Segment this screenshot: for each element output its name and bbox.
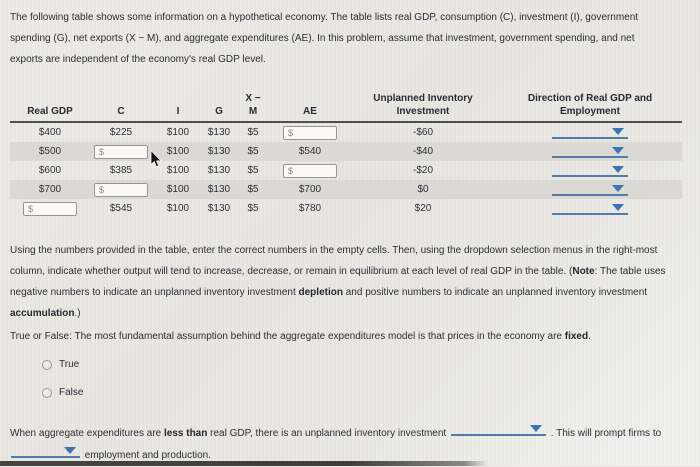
inventory-cell: $20: [414, 203, 432, 214]
mouse-cursor-icon: [150, 150, 162, 168]
direction-cell: [498, 183, 682, 196]
ae-cell: [272, 126, 348, 140]
consumption-cell: $545: [109, 203, 133, 214]
header-real-gdp: Real GDP: [27, 106, 73, 117]
ae-cell: $700: [298, 184, 322, 195]
dropdown-arrow-icon: [530, 425, 542, 432]
consumption-cell: $225: [109, 127, 133, 138]
header-investment: I: [176, 106, 180, 117]
table-row: [10, 123, 682, 142]
real-gdp-cell: $400: [38, 127, 62, 138]
net-exports-cell: $5: [247, 184, 259, 195]
true-option-label: True: [59, 359, 80, 370]
instructions-text: Using the numbers provided in the table, enter the correct numbers in the empty cells. Then, using the dropdown selection menus in the right-most column, indicate whether output will tend to increase, decrease, or remain in equilibrium at each level of real GDP in the table. (: [10, 245, 658, 277]
direction-cell: [498, 145, 682, 158]
government-cell: $130: [207, 146, 231, 157]
accumulation-word: accumulation: [10, 308, 75, 319]
ae-cell: $780: [298, 203, 322, 214]
question-text: True or False: The most fundamental assumption behind the aggregate expenditures model is that prices in the economy are: [10, 331, 565, 342]
direction-dropdown[interactable]: [552, 183, 628, 196]
header-direction: Direction of Real GDP and Employment: [527, 93, 653, 117]
sentence-text: When aggregate expenditures are: [10, 428, 164, 439]
dropdown-arrow-icon: [612, 128, 624, 135]
inventory-cell: $0: [417, 184, 429, 195]
government-cell: $130: [207, 203, 231, 214]
instructions-text: and positive numbers to indicate an unplanned inventory investment: [342, 287, 648, 298]
consumption-input[interactable]: $: [94, 183, 148, 197]
inventory-cell: -$40: [412, 146, 433, 157]
false-option[interactable]: [42, 387, 83, 398]
header-consumption: C: [117, 106, 125, 117]
table-row: [10, 142, 682, 161]
real-gdp-cell: $700: [38, 184, 62, 195]
table-row: [10, 199, 682, 218]
instructions-text: : The table uses negative numbers to indicate an unplanned inventory investment: [10, 266, 666, 298]
less-than-words: less than: [164, 428, 208, 439]
header-net-exports: X − M: [245, 93, 261, 117]
employment-action-dropdown[interactable]: [11, 445, 80, 458]
radio-button-icon[interactable]: [42, 388, 52, 398]
ae-input[interactable]: $: [283, 164, 337, 178]
net-exports-cell: $5: [247, 127, 259, 138]
investment-cell: $100: [166, 127, 190, 138]
note-label: Note: [572, 266, 595, 277]
net-exports-cell: $5: [247, 203, 259, 214]
table-header-row: [10, 92, 682, 123]
government-cell: $130: [207, 165, 231, 176]
inventory-cell: -$20: [412, 165, 433, 176]
consumption-cell: $385: [109, 165, 133, 176]
direction-dropdown[interactable]: [552, 202, 628, 215]
net-exports-cell: $5: [247, 146, 259, 157]
real-gdp-cell: [10, 202, 90, 216]
instructions-text: .): [74, 308, 81, 319]
header-ae: AE: [303, 106, 317, 117]
consumption-cell: [90, 145, 152, 159]
dropdown-arrow-icon: [612, 147, 624, 154]
instructions-paragraph: [10, 240, 686, 324]
sentence-text: employment and production.: [82, 450, 211, 461]
header-unplanned-inventory: Unplanned Inventory Investment: [373, 93, 473, 117]
real-gdp-cell: $600: [38, 165, 62, 176]
ae-cell: $540: [298, 146, 322, 157]
investment-cell: $100: [166, 146, 190, 157]
true-option[interactable]: [42, 359, 79, 370]
direction-cell: [498, 202, 682, 215]
real-gdp-input[interactable]: $: [23, 202, 77, 216]
header-government: G: [215, 106, 223, 117]
ae-cell: [272, 164, 348, 178]
table-row: [10, 161, 682, 180]
inventory-cell: -$60: [412, 127, 433, 138]
fixed-word: fixed: [564, 331, 589, 342]
ae-input[interactable]: $: [283, 126, 337, 140]
table-row: [10, 180, 682, 199]
investment-cell: $100: [166, 184, 190, 195]
government-cell: $130: [207, 184, 231, 195]
direction-dropdown[interactable]: [552, 126, 628, 139]
direction-cell: [498, 164, 682, 177]
consumption-input[interactable]: $: [94, 145, 148, 159]
net-exports-cell: $5: [247, 165, 259, 176]
real-gdp-cell: $500: [38, 146, 62, 157]
question-text: .: [588, 331, 591, 342]
dropdown-arrow-icon: [64, 447, 76, 454]
government-cell: $130: [207, 127, 231, 138]
depletion-word: depletion: [298, 287, 343, 298]
direction-cell: [498, 126, 682, 139]
direction-dropdown[interactable]: [552, 145, 628, 158]
screen-bottom-edge: [0, 461, 488, 466]
intro-paragraph: The following table shows some information on a hypothetical economy. The table lists real GDP, consumption (C), investment (I), government spending (G), net exports (X − M), and aggregate expenditures (AE). In this problem, assume that investment, government spending, and net exports are independent of the economy's real GDP level.: [10, 12, 639, 65]
consumption-cell: [90, 183, 152, 197]
investment-cell: $100: [166, 203, 190, 214]
true-false-question: [10, 331, 690, 342]
investment-cell: $100: [166, 165, 190, 176]
aggregate-expenditures-table: [10, 92, 682, 218]
sentence-text: . This will prompt firms to: [547, 428, 662, 439]
direction-dropdown[interactable]: [552, 164, 628, 177]
dropdown-arrow-icon: [612, 166, 624, 173]
dropdown-arrow-icon: [612, 204, 624, 211]
dropdown-arrow-icon: [612, 185, 624, 192]
sentence-text: real GDP, there is an unplanned inventory investment: [207, 428, 449, 439]
inventory-change-dropdown[interactable]: [451, 423, 546, 436]
radio-button-icon[interactable]: [42, 360, 52, 370]
false-option-label: False: [59, 387, 84, 398]
